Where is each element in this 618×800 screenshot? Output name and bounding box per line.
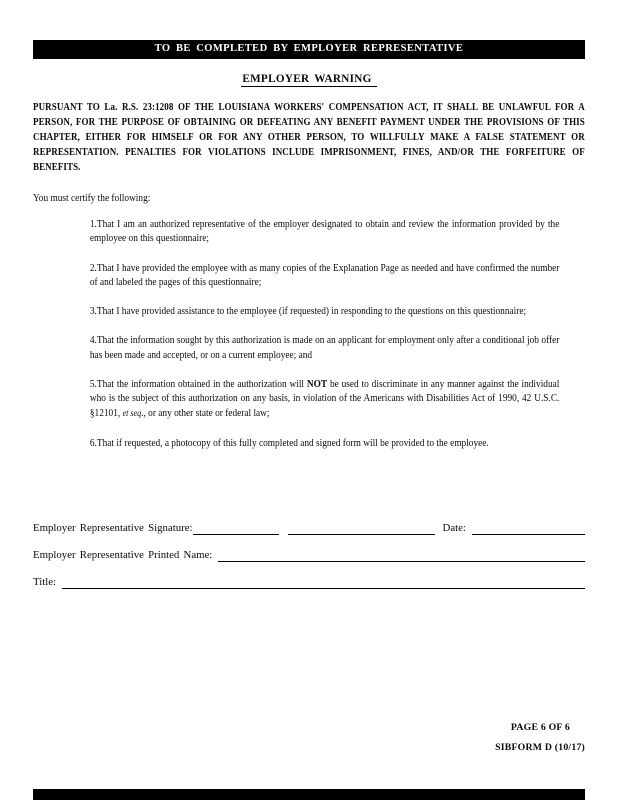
title-row: [33, 575, 585, 589]
body-text-column: [33, 100, 585, 465]
certification-item-3: [90, 304, 559, 318]
item-text-et-seq: et seq: [122, 408, 142, 419]
certify-intro: You must certify the following:: [33, 192, 151, 204]
date-label: Date:: [442, 522, 466, 534]
page-title-text: EMPLOYER WARNING: [241, 73, 376, 87]
item-text: That the information sought by this authorization is made on an applicant for employment only after a conditional job offer has been made and accepted, or on a current employee; and: [89, 334, 560, 361]
item-number: 1.: [89, 218, 97, 230]
certification-item-4: [90, 333, 559, 362]
form-code: SIBFORM D (10/17): [495, 742, 585, 753]
date-line[interactable]: [472, 521, 585, 535]
certification-item-6: [90, 436, 559, 450]
printed-name-row: [33, 548, 585, 562]
certification-item-2: [90, 261, 559, 290]
item-text: That I have provided the employee with as many copies of the Explanation Page as needed and have confirmed the number of and labeled the pages of this questionnaire;: [89, 261, 560, 288]
title-label: Title:: [33, 576, 57, 588]
item-text: That I have provided assistance to the employee (if requested) in responding to the questions on this questionnaire;: [96, 305, 527, 318]
certification-list: [90, 217, 559, 450]
item-text-not-emphasis: NOT: [306, 378, 328, 391]
item-text-lead: That the information obtained in the authorization will: [96, 378, 307, 391]
page-title: [0, 73, 618, 85]
certification-item-5: [90, 377, 559, 421]
item-number: 4.: [89, 334, 97, 347]
item-text: That if requested, a photocopy of this fully completed and signed form will be provided to the employee.: [96, 436, 489, 449]
section-banner: [33, 40, 585, 59]
bottom-banner-bar: [33, 789, 585, 800]
item-text-tail: ., or any other state or federal law;: [141, 406, 270, 419]
certification-item-1: [90, 217, 559, 246]
item-number: 3.: [89, 305, 97, 318]
warning-paragraph: PURSUANT TO La. R.S. 23:1208 OF THE LOUISIANA WORKERS' COMPENSATION ACT, IT SHALL BE UNLAWFUL FOR A PERSON, FOR THE PURPOSE OF OBTAINING OR DEFEATING ANY BENEFIT PAYMENT UNDER THE PROVISIONS OF THIS CHAPTER, EITHER FOR HIMSELF OR FOR ANY OTHER PERSON, TO WILLFULLY MAKE A FALSE STATEMENT OR REPRESENTATION. PENALTIES FOR VIOLATIONS INCLUDE IMPRISONMENT, FINES, AND/OR THE FORFEITURE OF BENEFITS.: [33, 102, 585, 173]
item-text-middle: be used to discriminate in any manner against the individual who is the subject of this authorization on any basis, in violation of the Americans with Disabilities Act of 1990, 42 U.S.C. §12101,: [89, 378, 560, 419]
signature-line-long[interactable]: [288, 521, 435, 535]
signature-row: [33, 521, 585, 535]
page-number: PAGE 6 OF 6: [510, 722, 570, 733]
item-number: 6.: [89, 436, 97, 449]
item-text: That I am an authorized representative of the employer designated to obtain and review the information provided by the employee on this questionnaire;: [89, 218, 560, 245]
item-number: 5.: [89, 378, 97, 391]
item-number: 2.: [89, 261, 97, 274]
title-line[interactable]: [62, 575, 585, 589]
banner-text: TO BE COMPLETED BY EMPLOYER REPRESENTATIVE: [154, 43, 464, 54]
printed-name-label: Employer Representative Printed Name:: [33, 549, 213, 561]
page-footer: [495, 722, 585, 754]
signature-label: Employer Representative Signature:: [33, 522, 193, 534]
signature-line-short[interactable]: [193, 521, 279, 535]
printed-name-line[interactable]: [218, 548, 585, 562]
